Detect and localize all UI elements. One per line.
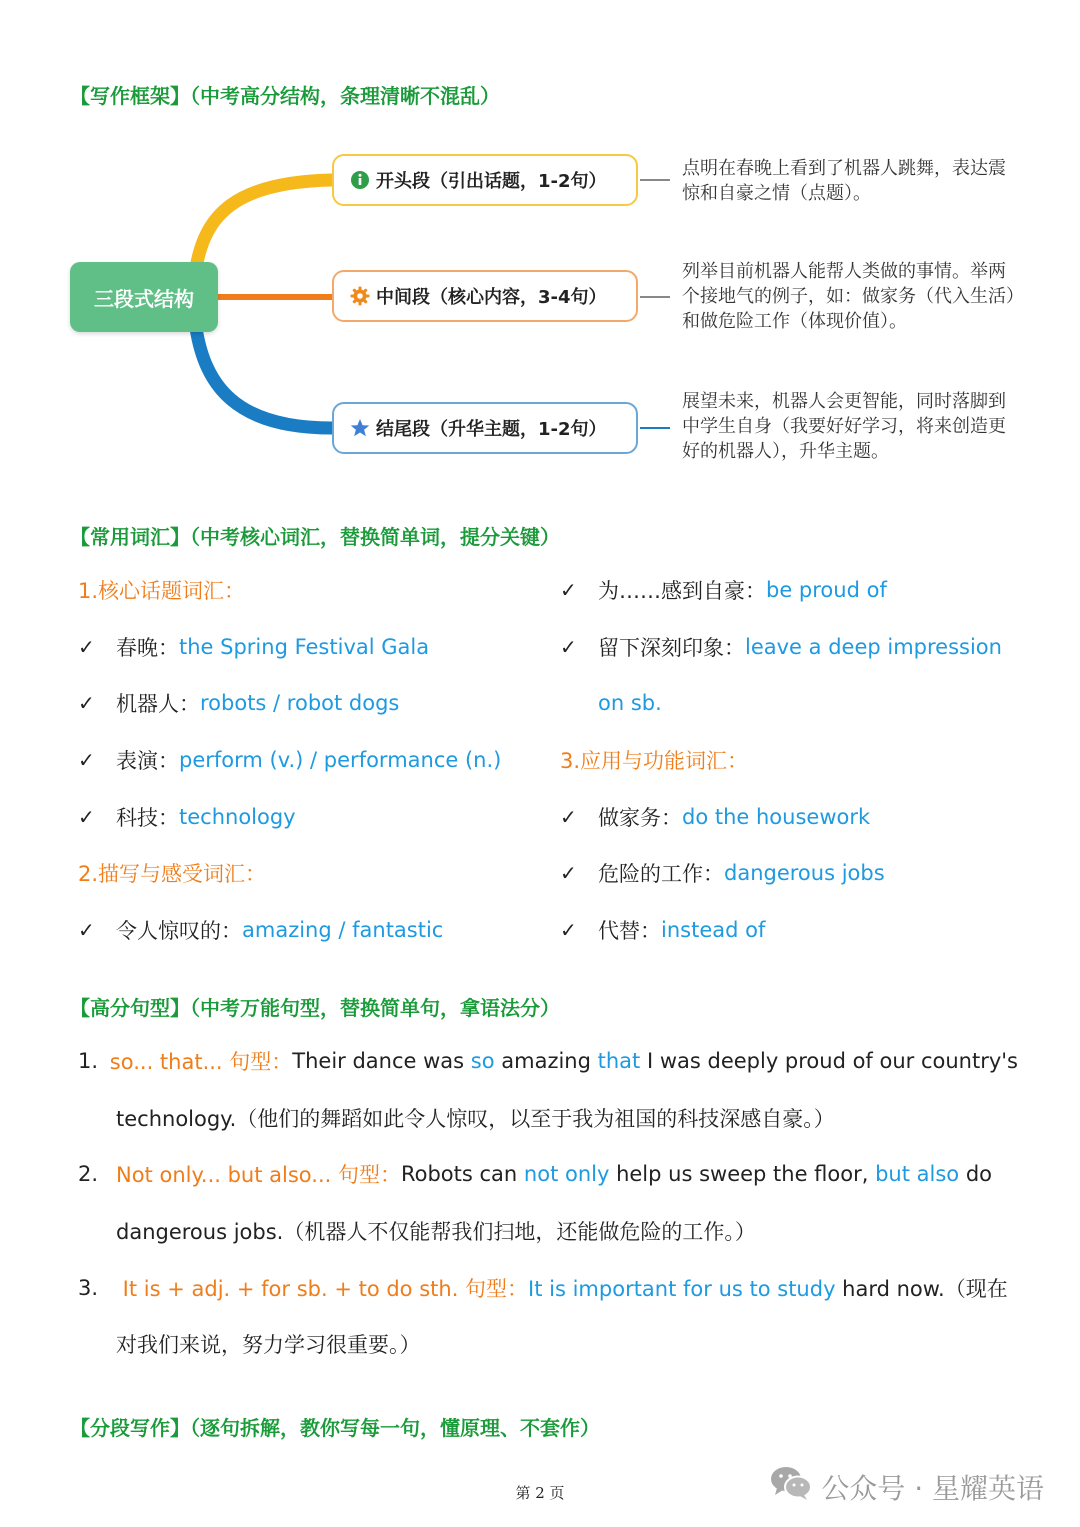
mindmap-center-node: 三段式结构 <box>70 262 218 332</box>
writing-heading: 【分段写作】（逐句拆解，教你写每一句，懂原理、不套作） <box>70 1416 600 1440</box>
vocab-item-continuation <box>560 675 1030 732</box>
vocab-item <box>560 562 1030 619</box>
vocab-cn: 危险的工作： <box>598 862 724 887</box>
sentence-2-line-2: dangerous jobs.（机器人不仅能帮我们扫地，还能做危险的工作。） <box>116 1220 756 1245</box>
vocab-heading: 【常用词汇】（中考核心词汇，替换简单词，提分关键） <box>70 525 560 549</box>
note-middle: 列举目前机器人能帮人类做的事情。举两个接地气的例子，如：做家务（代入生活）和做危险工作（体现价值）。 <box>682 261 1015 332</box>
branch-label: 中间段（核心内容，3-4句） <box>376 287 607 308</box>
vocab-cn: 代替： <box>598 918 661 943</box>
vocab-item <box>78 732 548 789</box>
sentence-1-line-1 <box>78 1033 1018 1090</box>
sentence-1-line-2: technology.（他们的舞蹈如此令人惊叹，以至于我为祖国的科技深感自豪。） <box>116 1106 835 1131</box>
vocab-left-column <box>78 562 548 958</box>
vocab-item <box>560 619 1030 676</box>
vocab-en: leave a deep impression <box>745 634 1002 659</box>
check-icon: ✓ <box>560 634 577 659</box>
check-icon: ✓ <box>78 748 95 773</box>
vocab-subheading: 2.描写与感受词汇： <box>78 862 267 887</box>
branch-label: 结尾段（升华主题，1-2句） <box>376 419 607 440</box>
check-icon: ✓ <box>78 917 95 942</box>
sentence-text: Their dance was so amazing that I was deeply proud of our country's <box>292 1049 1018 1074</box>
vocab-item <box>560 788 1030 845</box>
sentence-2-line-1 <box>78 1146 1018 1203</box>
vocab-item <box>78 675 548 732</box>
page-number: 第 2 页 <box>515 1484 565 1502</box>
sentence-pattern: so... that... 句型： <box>109 1050 293 1075</box>
sentence-pattern: It is + adj. + for sb. + to do sth. 句型： <box>116 1276 529 1301</box>
vocab-cn: 机器人： <box>116 692 200 717</box>
sentence-pattern: Not only... but also... 句型： <box>116 1163 401 1188</box>
sentence-text: Robots can not only help us sweep the floor, but also do <box>400 1162 992 1187</box>
check-icon: ✓ <box>560 861 577 886</box>
note-ending: 展望未来，机器人会更智能，同时落脚到中学生自身（我要好好学习，将来创造更好的机器人），升华主题。 <box>682 391 1006 462</box>
sentence-3-line-1 <box>78 1259 1018 1316</box>
vocab-en: on sb. <box>598 691 662 716</box>
vocab-cn: 表演： <box>116 749 179 774</box>
watermark <box>769 1464 1044 1509</box>
vocab-item <box>560 902 1030 959</box>
vocab-en: amazing / fantastic <box>242 917 444 942</box>
vocab-item <box>78 788 548 845</box>
vocab-cn: 为……感到自豪： <box>598 579 766 604</box>
vocab-cn: 春晚： <box>116 635 179 660</box>
connector-bottom <box>196 328 332 428</box>
branch-label: 开头段（引出话题，1-2句） <box>376 171 607 192</box>
vocab-en: robots / robot dogs <box>200 691 400 716</box>
vocab-en: technology <box>179 804 296 829</box>
branch-ending <box>332 402 638 454</box>
check-icon: ✓ <box>560 917 577 942</box>
vocab-cn: 留下深刻印象： <box>598 635 745 660</box>
vocab-subheading: 1.核心话题词汇： <box>78 579 246 604</box>
vocab-en: perform (v.) / performance (n.) <box>179 748 502 773</box>
vocab-cn: 做家务： <box>598 805 682 830</box>
info-icon <box>350 170 370 190</box>
vocab-en: dangerous jobs <box>724 861 885 886</box>
sentence-list <box>78 1033 1018 1373</box>
framework-heading: 【写作框架】（中考高分结构，条理清晰不混乱） <box>70 84 500 108</box>
vocab-en: be proud of <box>766 578 887 603</box>
vocab-cn: 科技： <box>116 805 179 830</box>
check-icon: ✓ <box>78 634 95 659</box>
branch-middle <box>332 270 638 322</box>
note-opening: 点明在春晚上看到了机器人跳舞，表达震惊和自豪之情（点题）。 <box>682 158 1006 204</box>
vocab-cn: 令人惊叹的： <box>116 918 242 943</box>
vocab-en: the Spring Festival Gala <box>179 634 430 659</box>
check-icon: ✓ <box>560 804 577 829</box>
vocab-item <box>78 902 548 959</box>
sentence-number: 3. <box>78 1275 99 1300</box>
vocab-item <box>78 619 548 676</box>
check-icon: ✓ <box>78 691 95 716</box>
vocab-subheading: 3.应用与功能词汇： <box>560 749 749 774</box>
watermark-text: 公众号 · 星耀英语 <box>821 1471 1044 1505</box>
gear-icon <box>350 286 370 306</box>
connector-top <box>196 180 332 268</box>
sentences-heading: 【高分句型】（中考万能句型，替换简单句，拿语法分） <box>70 996 560 1020</box>
vocab-right-column <box>560 562 1030 958</box>
wechat-icon <box>769 1464 821 1509</box>
vocab-en: instead of <box>661 917 766 942</box>
check-icon: ✓ <box>560 578 577 603</box>
sentence-text: It is important for us to study hard now.（现在 <box>528 1276 1008 1301</box>
sentence-number: 1. <box>78 1049 99 1074</box>
sentence-3-line-2: 对我们来说，努力学习很重要。） <box>116 1333 421 1358</box>
star-icon <box>350 418 370 438</box>
check-icon: ✓ <box>78 804 95 829</box>
branch-opening <box>332 154 638 206</box>
vocab-item <box>560 845 1030 902</box>
vocab-en: do the housework <box>682 804 871 829</box>
sentence-number: 2. <box>78 1162 99 1187</box>
